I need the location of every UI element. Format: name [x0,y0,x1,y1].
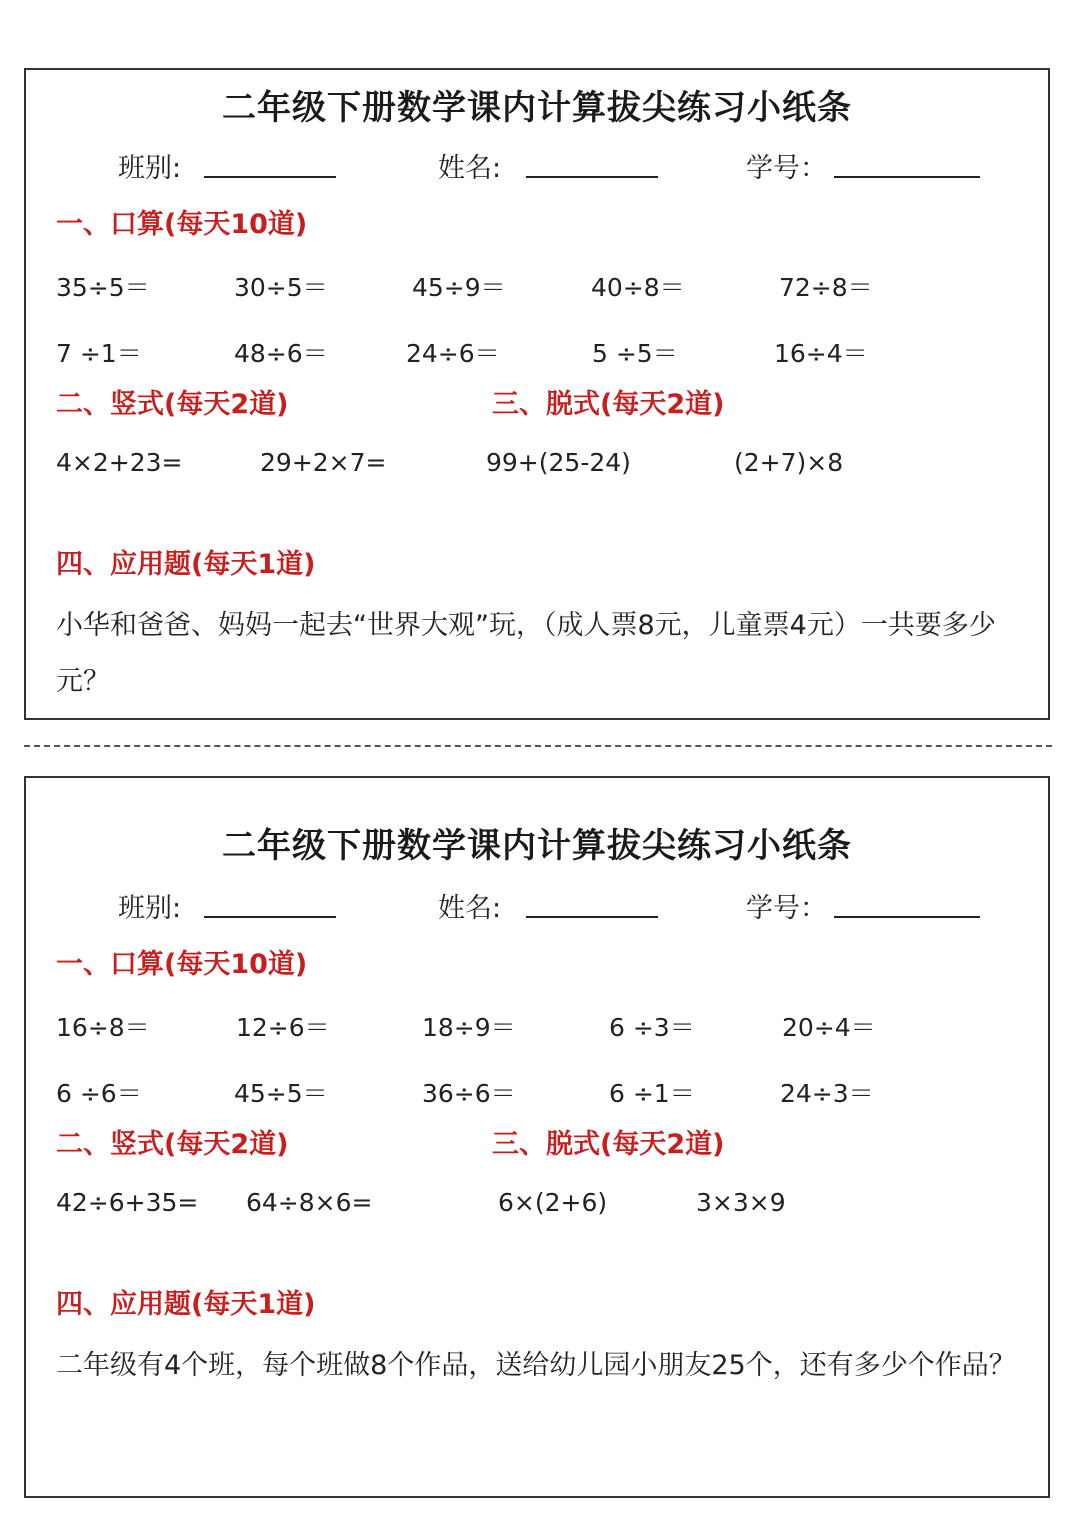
section-word-heading: 四、应用题(每天1道) [56,1289,316,1320]
slip-title: 二年级下册数学课内计算拔尖练习小纸条 [222,826,852,866]
oral-problem: 12÷6＝ [236,1013,330,1042]
step-problem: (2+7)×8 [734,448,844,477]
oral-problem: 6 ÷3＝ [609,1013,695,1042]
oral-problem: 72÷8＝ [779,273,873,302]
oral-problem: 30÷5＝ [234,273,328,302]
section-vertical-heading: 二、竖式(每天2道) [56,389,289,420]
oral-problem: 5 ÷5＝ [592,339,678,368]
class-blank[interactable] [204,176,336,178]
student-number-label: 学号： [746,153,827,184]
vertical-problem: 42÷6+35= [56,1188,199,1217]
name-blank[interactable] [526,176,658,178]
oral-problem: 18÷9＝ [422,1013,516,1042]
cut-line-divider [24,745,1052,747]
section-word-heading: 四、应用题(每天1道) [56,549,316,580]
oral-problem: 40÷8＝ [591,273,685,302]
oral-problem: 7 ÷1＝ [56,339,142,368]
oral-problem: 36÷6＝ [422,1079,516,1108]
vertical-problem: 29+2×7= [260,448,387,477]
class-label: 班别: [118,153,182,184]
vertical-problem: 64÷8×6= [246,1188,373,1217]
name-blank[interactable] [526,916,658,918]
student-number-label: 学号： [746,893,827,924]
student-number-blank[interactable] [834,176,980,178]
name-label: 姓名: [438,893,502,924]
oral-problem: 20÷4＝ [782,1013,876,1042]
section-step-heading: 三、脱式(每天2道) [492,1129,725,1160]
section-oral-heading: 一、口算(每天10道) [56,949,308,980]
oral-problem: 16÷8＝ [56,1013,150,1042]
word-problem: 小华和爸爸、妈妈一起去“世界大观”玩，（成人票8元，儿童票4元）一共要多少元？ [56,610,996,697]
class-label: 班别: [118,893,182,924]
oral-problem: 35÷5＝ [56,273,150,302]
oral-problem: 24÷3＝ [780,1079,874,1108]
word-problem: 二年级有4个班，每个班做8个作品，送给幼儿园小朋友25个，还有多少个作品？ [56,1350,1016,1381]
section-oral-heading: 一、口算(每天10道) [56,209,308,240]
step-problem: 3×3×9 [696,1188,786,1217]
name-label: 姓名: [438,153,502,184]
step-problem: 99+(25-24) [486,448,631,477]
oral-problem: 16÷4＝ [774,339,868,368]
oral-problem: 24÷6＝ [406,339,500,368]
slip-title: 二年级下册数学课内计算拔尖练习小纸条 [222,88,852,128]
oral-problem: 6 ÷6＝ [56,1079,142,1108]
practice-slip [24,68,1050,720]
section-vertical-heading: 二、竖式(每天2道) [56,1129,289,1160]
vertical-problem: 4×2+23= [56,448,183,477]
section-step-heading: 三、脱式(每天2道) [492,389,725,420]
oral-problem: 45÷9＝ [412,273,506,302]
student-number-blank[interactable] [834,916,980,918]
oral-problem: 48÷6＝ [234,339,328,368]
step-problem: 6×(2+6) [498,1188,608,1217]
class-blank[interactable] [204,916,336,918]
practice-slip [24,776,1050,1498]
oral-problem: 6 ÷1＝ [609,1079,695,1108]
oral-problem: 45÷5＝ [234,1079,328,1108]
